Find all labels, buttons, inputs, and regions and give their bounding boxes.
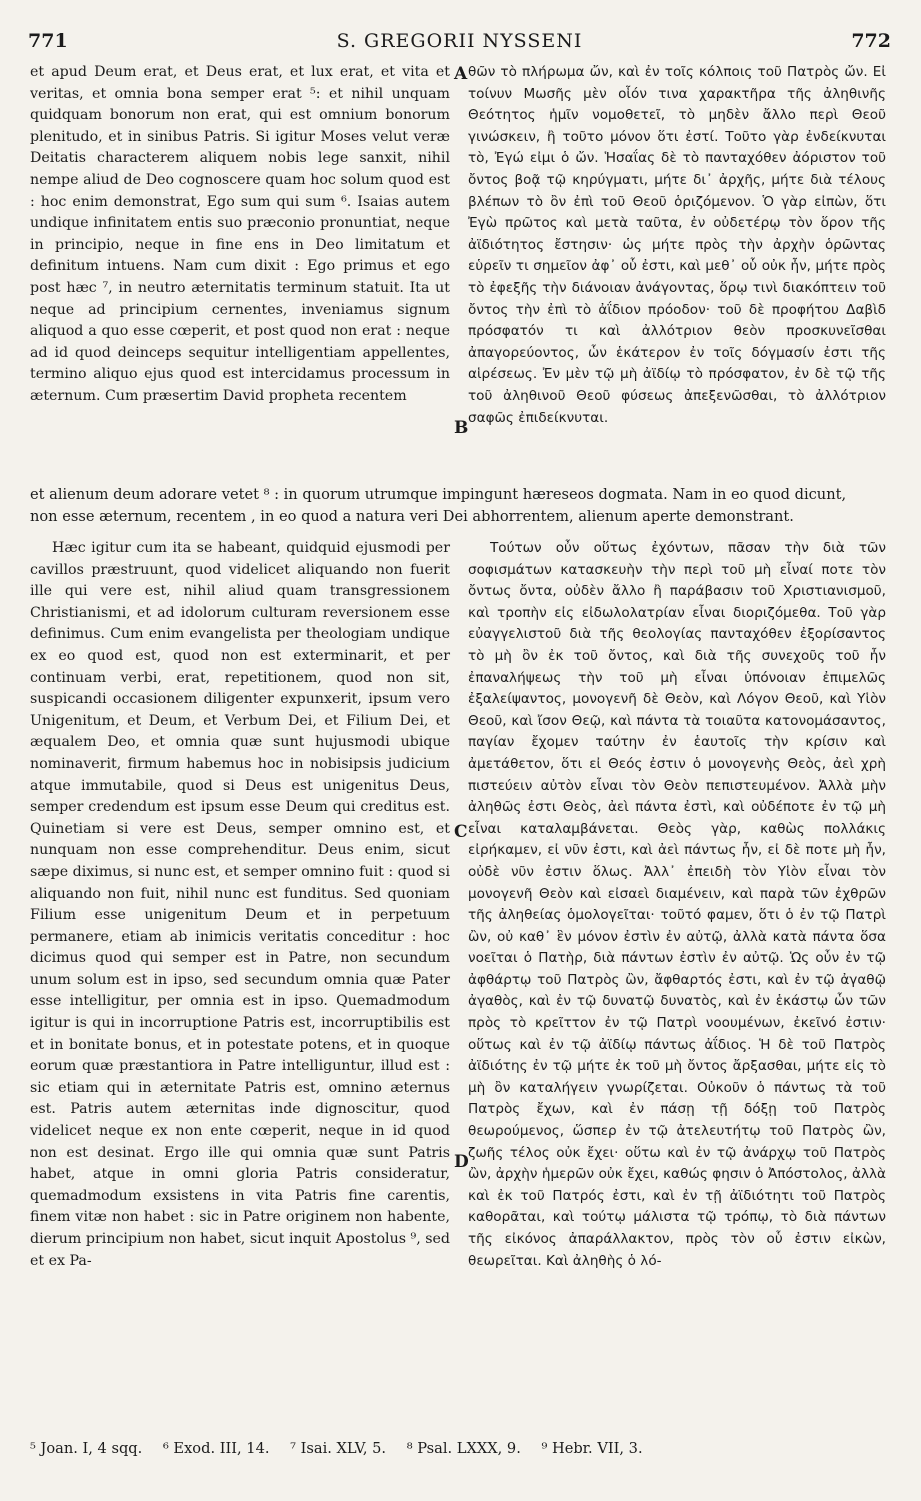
- footnote-6: ⁶ Exod. III, 14.: [162, 1440, 270, 1457]
- running-title: S. GREGORII NYSSENI: [336, 30, 583, 52]
- footnotes: [30, 1440, 886, 1457]
- footnote-5: ⁵ Joan. I, 4 sqq.: [30, 1440, 143, 1457]
- full-width-line-2: non esse æternum, recentem , in eo quod a natura veri Dei abhorrentem, alienum aperte demonstrant.: [30, 508, 794, 525]
- margin-marker-c: C: [454, 822, 468, 842]
- greek-column-bottom: [468, 538, 886, 1272]
- greek-paragraph-bottom: Τούτων οὖν οὕτως ἐχόντων, πᾶσαν τὴν διὰ τῶν σοφισμάτων κατασκευὴν τὴν περὶ τοῦ μὴ εἶναί ποτε τὸν ὄντως ὄντα, οὐδὲν ἄλλο ἢ παράβασιν τοῦ Χριστιανισμοῦ, καὶ τροπὴν εἰς εἰδωλολατρίαν εἶναι διοριζόμεθα. Τοῦ γὰρ εὐαγγελιστοῦ διὰ τῆς θεολογίας πανταχόθεν ἐξορίσαντος τὸ μὴ ὂν ἐκ τοῦ ὄντος, καὶ διὰ τῆς συνεχοῦς τοῦ ἦν ἐπαναλήψεως τὴν τοῦ μὴ εἶναι ὑπόνοιαν ἐπιμελῶς ἐξαλείψαντος, μονογενῆ δὲ Θεὸν, καὶ Λόγον Θεοῦ, καὶ Υἱὸν Θεοῦ, καὶ ἴσον Θεῷ, καὶ πάντα τὰ τοιαῦτα κατονομάσαντος, παγίαν ἔχομεν ταύτην ἐν ἑαυτοῖς τὴν κρίσιν καὶ ἀμετάθετον, ὅτι εἰ Θεός ἐστιν ὁ μονογενὴς Θεὸς, ἀεὶ χρὴ πιστεύειν αὐτὸν εἶναι τὸν Θεὸν πεπιστευμένον. Ἀλλὰ μὴν ἀληθῶς ἐστι Θεὸς, ἀεὶ πάντα ἐστὶ, καὶ οὐδέποτε ἐν τῷ μὴ εἶναι καταλαμβάνεται. Θεὸς γὰρ, καθὼς πολλάκις εἰρήκαμεν, εἰ νῦν ἐστι, καὶ ἀεὶ πάντως ἦν, εἰ δὲ ποτε μὴ ἦν, οὐδὲ νῦν ἐστιν ὅλως. Ἀλλ᾽ ἐπειδὴ τὸν Υἱὸν εἶναι τὸν μονογενῆ Θεὸν καὶ εἰσαεὶ διαμένειν, καὶ παρὰ τῶν ἐχθρῶν τῆς ἀληθείας ὁμολογεῖται· τοῦτό φαμεν, ὅτι ὁ ἐν τῷ Πατρὶ ὢν, οὐ καθ᾽ ἓν μόνον ἐστὶν ἐν αὐτῷ, ἀλλὰ κατὰ πάντα ὅσα νοεῖται ὁ Πατὴρ, διὰ πάντων ἐστὶν ἐν αὐτῷ. Ὡς οὖν ἐν τῷ ἀφθάρτῳ τοῦ Πατρὸς ὢν, ἄφθαρτός ἐστι, καὶ ἐν τῷ ἀγαθῷ ἀγαθὸς, καὶ ἐν τῷ δυνατῷ δυνατὸς, καὶ ἐν ἑκάστῳ ὧν τῶν πρὸς τὸ κρεῖττον ἐν τῷ Πατρὶ νοουμένων, ἐκεῖνό ἐστιν· οὕτως καὶ ἐν τῷ ἀϊδίῳ πάντως ἀΐδιος. Ἡ δὲ τοῦ Πατρὸς ἀϊδιότης ἐν τῷ μήτε ἐκ τοῦ μὴ ὄντος ἄρξασθαι, μήτε εἰς τὸ μὴ ὂν καταλήγειν γνωρίζεται. Οὐκοῦν ὁ πάντως τὰ τοῦ Πατρὸς ἔχων, καὶ ἐν πάσῃ τῇ δόξῃ τοῦ Πατρὸς θεωρούμενος, ὥσπερ ἐν τῷ ἀτελευτήτῳ τοῦ Πατρὸς ὢν, ζωῆς τέλος οὐκ ἔχει· οὕτω καὶ ἐν τῷ ἀνάρχῳ τοῦ Πατρὸς ὢν, ἀρχὴν ἡμερῶν οὐκ ἔχει, καθώς φησιν ὁ Ἀπόστολος, ἀλλὰ καὶ ἐκ τοῦ Πατρός ἐστι, καὶ ἐν τῇ ἀϊδιότητι τοῦ Πατρὸς καθορᾶται, καὶ τούτῳ μάλιστα τῷ τρόπῳ, τὸ διὰ πάντων τῆς εἰκόνος ἀπαράλλακτον, πρὸς τὸν οὗ ἐστιν εἰκὼν, θεωρεῖται. Καὶ ἀληθὴς ὁ λό-: [468, 540, 886, 1269]
- page-header: [28, 30, 891, 56]
- latin-paragraph-top: et apud Deum erat, et Deus erat, et lux erat, et vita et veritas, et omnia bona semper erat ⁵: et nihil unquam quidquam bonorum non erat, qui est omnium bonorum plenitudo, et in sinibus Patris. Si igitur Moses velut veræ Deitatis characterem aliquem nobis lege sanxit, nihil nempe aliud de Deo cognoscere quam hoc solum quod est : hoc enim demonstrat, Ego sum qui sum ⁶. Isaias autem undique infinitatem entis suo præconio pronuntiat, neque in principio, neque in fine ens in Deo limitatum et definitum intuens. Nam cum dixit : Ego primus et ego post hæc ⁷, in neutro æternitatis terminum statuit. Ita ut neque ad principium cernentes, inveniamus signum aliquod a quo esse cœperit, et post quod non erat : neque ad id quod deinceps sequitur intelligentiam appellentes, termino aliquo ejus quod est intercidamus processum in æternum. Cum præsertim David propheta recentem: [30, 64, 450, 404]
- latin-column-bottom: [30, 538, 450, 1272]
- right-page-number: 772: [851, 30, 891, 52]
- full-width-line-1: et alienum deum adorare vetet ⁸ : in quorum utrumque impingunt hæreseos dogmata. Nam in eo quod dicunt,: [30, 486, 847, 503]
- latin-column-top: [30, 62, 450, 408]
- latin-paragraph-bottom: Hæc igitur cum ita se habeant, quidquid ejusmodi per cavillos præstruunt, quod videlicet aliquando non fuerit ille qui vere est, nihil aliud quam transgressionem Christianismi, et ad idolorum culturam reversionem esse definimus. Cum enim evangelista per theologiam undique ex eo quod est, quod non est exterminarit, et per continuam verbi, erat, repetitionem, quod non sit, suspicandi occasionem diligenter expunxerit, ipsum vero Unigenitum, et Deum, et Verbum Dei, et Filium Dei, et æqualem Deo, et omnia quæ sunt hujusmodi ubique nominaverit, firmum habemus hoc in nobisipsis judicium atque immutabile, quod si Deus est unigenitus Deus, semper credendum est ipsum esse Deum qui creditus est. Quinetiam si vere est Deus, semper omnino est, et nunquam non esse comprehenditur. Deus enim, sicut sæpe diximus, si nunc est, et semper omnino fuit : quod si aliquando non fuit, nihil nunc est funditus. Sed quoniam Filium esse unigenitum Deum et in perpetuum permanere, etiam ab inimicis veritatis conceditur : hoc dicimus quod qui semper est in Patre, non secundum unum solum est in ipso, sed secundum omnia quæ Pater esse intelligitur, per omnia est in ipso. Quemadmodum igitur is qui in incorruptione Patris est, incorruptibilis est et in bonitate bonus, et in potestate potens, et in quoque eorum quæ præstantiora in Patre intelliguntur, illud est : sic etiam qui in æternitate Patris est, omnino æternus est. Patris autem æternitas inde dignoscitur, quod videlicet neque ex non ente cœperit, neque in id quod non est desinat. Ergo ille qui omnia quæ sunt Patris habet, atque in omni gloria Patris consideratur, quemadmodum exsistens in vita Patris fine carentis, finem vitæ non habet : sic in Patre originem non habente, dierum principium non habet, sicut inquit Apostolus ⁹, sed et ex Pa-: [30, 540, 450, 1269]
- footnote-7: ⁷ Isai. XLV, 5.: [290, 1440, 387, 1457]
- greek-column-top: [468, 62, 886, 429]
- margin-marker-d: D: [454, 1152, 469, 1172]
- left-page-number: 771: [28, 30, 68, 52]
- margin-marker-a: A: [454, 64, 468, 84]
- footnote-8: ⁸ Psal. LXXX, 9.: [406, 1440, 521, 1457]
- margin-marker-b: B: [454, 418, 469, 438]
- greek-paragraph-top: θῶν τὸ πλήρωμα ὤν, καὶ ἐν τοῖς κόλποις τοῦ Πατρὸς ὤν. Εἰ τοίνυν Μωσῆς μὲν οἷόν τινα χαρακτῆρα τῆς ἀληθινῆς Θεότητος ἡμῖν νομοθετεῖ, τὸ μηδὲν ἄλλο περὶ Θεοῦ γινώσκειν, ἢ τοῦτο μόνον ὅτι ἐστί. Τοῦτο γὰρ ἐνδείκνυται τὸ, Ἐγώ εἰμι ὁ ὤν. Ἡσαΐας δὲ τὸ πανταχόθεν ἀόριστον τοῦ ὄντος βοᾷ τῷ κηρύγματι, μήτε δι᾽ ἀρχῆς, μήτε διὰ τέλους βλέπων τὸ ὂν ἐπὶ τοῦ Θεοῦ ὁριζόμενον. Ὁ γὰρ εἰπὼν, ὅτι Ἐγὼ πρῶτος καὶ μετὰ ταῦτα, ἐν οὐδετέρῳ τὸν ὅρον τῆς ἀϊδιότητος ἔστησιν· ὡς μήτε πρὸς τὴν ἀρχὴν ὁρῶντας εὑρεῖν τι σημεῖον ἀφ᾽ οὗ ἐστι, καὶ μεθ᾽ οὗ οὐκ ἦν, μήτε πρὸς τὸ ἐφεξῆς τὴν διάνοιαν ἀνάγοντας, ὅρῳ τινὶ διακόπτειν τοῦ ὄντος τὴν ἐπὶ τὸ ἀΐδιον πρόοδον· τοῦ δὲ προφήτου Δαβὶδ πρόσφατόν τι καὶ ἀλλότριον θεὸν προσκυνεῖσθαι ἀπαγορεύοντος, ὧν ἑκάτερον ἐν τοῖς δόγμασίν ἐστι τῆς αἱρέσεως. Ἐν μὲν τῷ μὴ ἀϊδίῳ τὸ πρόσφατον, ἐν δὲ τῷ τῆς τοῦ ἀληθινοῦ Θεοῦ φύσεως ἀπεξενῶσθαι, τὸ ἀλλότριον σαφῶς ἐπιδείκνυται.: [468, 64, 886, 426]
- footnote-9: ⁹ Hebr. VII, 3.: [541, 1440, 643, 1457]
